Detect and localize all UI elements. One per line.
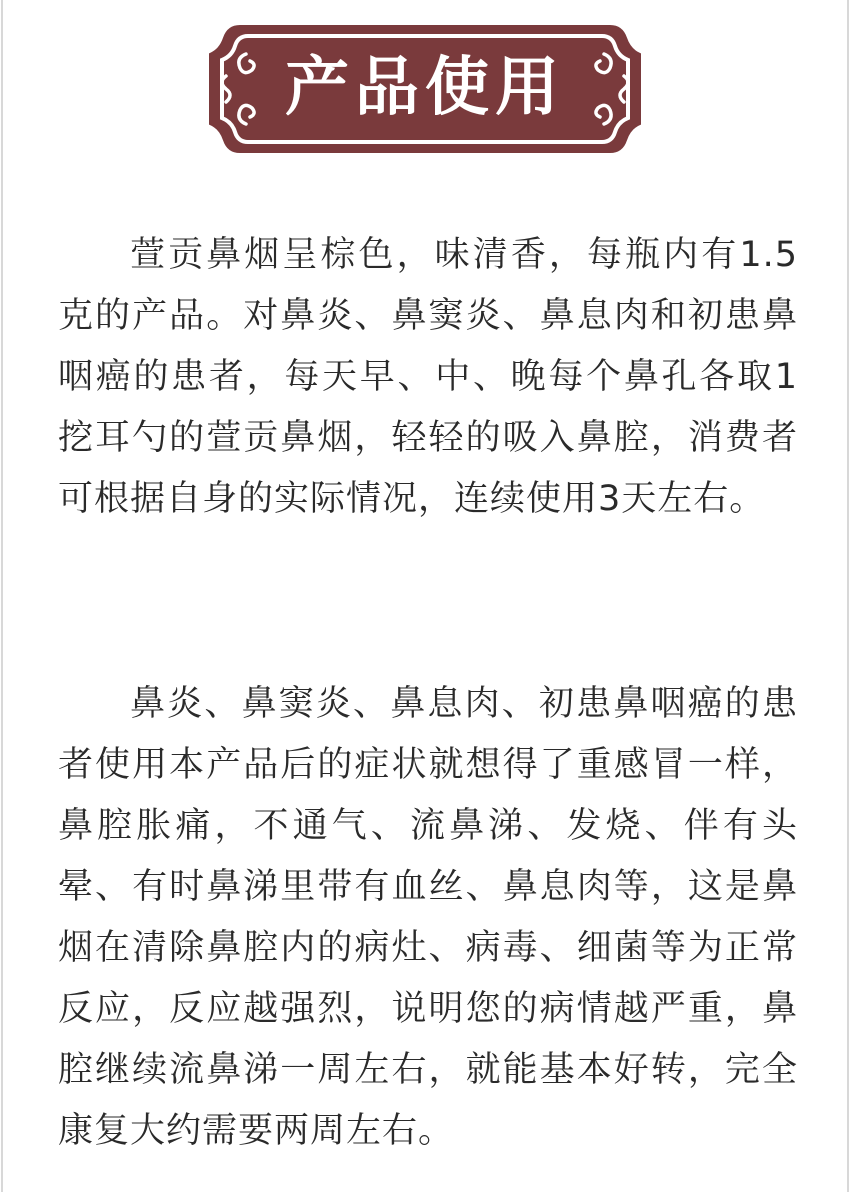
section-title-banner — [200, 14, 650, 164]
usage-paragraph-1: 萱贡鼻烟呈棕色，味清香，每瓶内有1.5克的产品。对鼻炎、鼻窦炎、鼻息肉和初患鼻咽癌的患者，每天早、中、晚每个鼻孔各取1挖耳勺的萱贡鼻烟，轻轻的吸入鼻腔，消费者可根据自身的实际情况，连续使用3天左右。 — [58, 235, 798, 519]
usage-paragraph-2: 鼻炎、鼻窦炎、鼻息肉、初患鼻咽癌的患者使用本产品后的症状就想得了重感冒一样，鼻腔胀痛，不通气、流鼻涕、发烧、伴有头晕、有时鼻涕里带有血丝、鼻息肉等，这是鼻烟在清除鼻腔内的病灶、病毒、细菌等为正常反应，反应越强烈，说明您的病情越严重，鼻腔继续流鼻涕一周左右，就能基本好转，完全康复大约需要两周左右。 — [58, 684, 798, 1151]
left-edge-line — [1, 0, 3, 1192]
section-title: 产品使用 — [285, 51, 565, 125]
right-edge-line — [847, 0, 849, 1192]
